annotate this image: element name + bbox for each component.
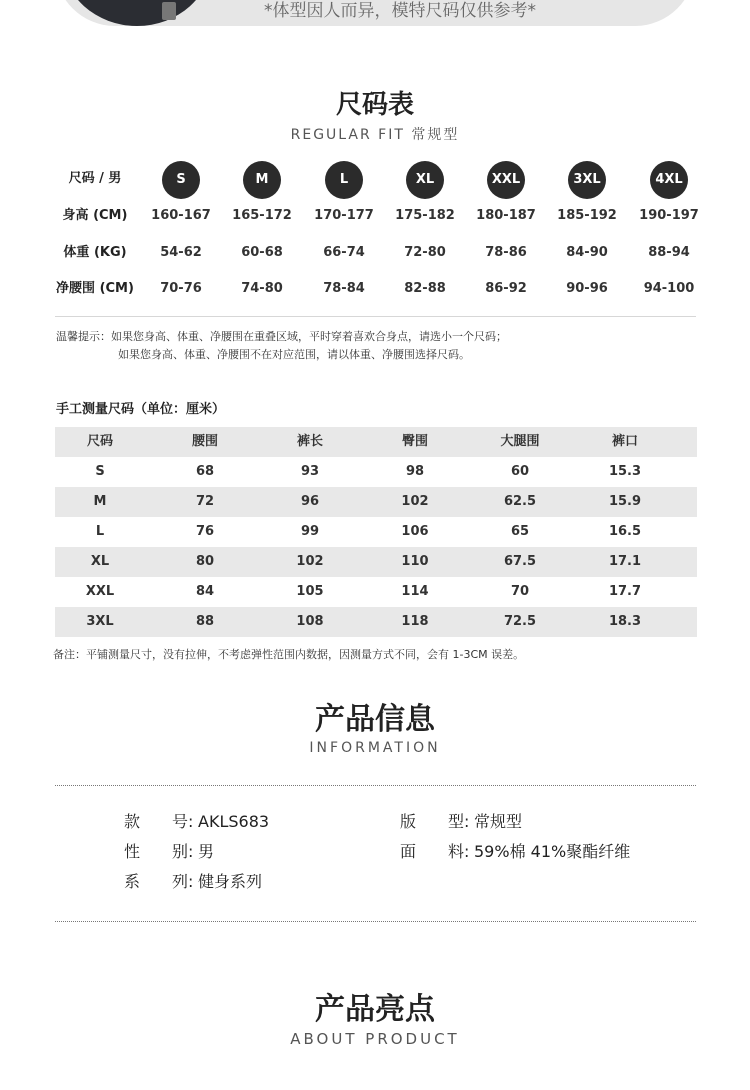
row-m-thigh: 62.5 xyxy=(503,494,537,509)
size-chart-title: 尺码表 xyxy=(335,90,414,120)
info-series-key: 系 列: xyxy=(124,872,194,891)
waist-4xl: 94-100 xyxy=(643,281,695,296)
row-xl-hem: 17.1 xyxy=(608,554,642,569)
row-3xl-size: 3XL xyxy=(86,614,114,629)
size-tip-line-2: 如果您身高、体重、净腰围不在对应范围，请以体重、净腰围选择尺码。 xyxy=(118,348,470,361)
size-badge-m: M xyxy=(243,161,281,199)
measure-table-header xyxy=(55,427,697,457)
info-material-key: 面 料: xyxy=(400,842,470,861)
size-header-label: 尺码 / 男 xyxy=(68,171,122,186)
row-l-hem: 16.5 xyxy=(608,524,642,539)
waist-row xyxy=(0,271,750,307)
measure-table xyxy=(55,427,697,637)
info-bottom-divider xyxy=(55,921,696,922)
info-fit-key: 版 型: xyxy=(400,812,470,831)
height-4xl: 190-197 xyxy=(639,208,699,223)
row-s-thigh: 60 xyxy=(510,464,530,479)
info-style-value: AKLS683 xyxy=(198,812,270,831)
size-chart-divider xyxy=(55,316,696,317)
height-xl: 175-182 xyxy=(395,208,455,223)
info-material-value: 59%棉 41%聚酯纤维 xyxy=(474,842,631,861)
waist-xl: 82-88 xyxy=(404,281,446,296)
info-gender-key: 性 别: xyxy=(124,842,194,861)
header-length: 裤长 xyxy=(296,434,323,449)
row-3xl-thigh: 72.5 xyxy=(503,614,537,629)
row-xxl-hem: 17.7 xyxy=(608,584,642,599)
waist-m: 74-80 xyxy=(241,281,283,296)
row-m-size: M xyxy=(93,494,107,509)
header-thigh: 大腿围 xyxy=(500,434,540,449)
row-s-length: 93 xyxy=(300,464,320,479)
table-row xyxy=(55,487,697,517)
row-l-waist: 76 xyxy=(195,524,215,539)
height-3xl: 185-192 xyxy=(557,208,617,223)
header-hip: 臀围 xyxy=(401,434,428,449)
info-fit-value: 常规型 xyxy=(474,812,523,831)
info-series xyxy=(124,867,262,897)
row-l-size: L xyxy=(95,524,105,539)
info-fit xyxy=(400,807,522,837)
highlights-subtitle: ABOUT PRODUCT xyxy=(290,1030,460,1048)
row-xxl-waist: 84 xyxy=(195,584,215,599)
header-waist: 腰围 xyxy=(191,434,218,449)
header-hem: 裤口 xyxy=(611,434,638,449)
height-label: 身高 (CM) xyxy=(62,208,128,223)
weight-xl: 72-80 xyxy=(404,245,446,260)
size-badge-xl: XL xyxy=(406,161,444,199)
info-top-divider xyxy=(55,785,696,786)
weight-xxl: 78-86 xyxy=(485,245,527,260)
measure-note: 备注：平铺测量尺寸，没有拉伸，不考虑弹性范围内数据，因测量方式不同，会有 1-3CM 误差。 xyxy=(53,648,525,661)
row-xxl-hip: 114 xyxy=(401,584,429,599)
row-l-length: 99 xyxy=(300,524,320,539)
weight-3xl: 84-90 xyxy=(566,245,608,260)
size-chart-subtitle: REGULAR FIT 常规型 xyxy=(290,127,460,143)
row-s-hip: 98 xyxy=(405,464,425,479)
table-row xyxy=(55,517,697,547)
weight-s: 54-62 xyxy=(160,245,202,260)
height-row xyxy=(0,198,750,234)
weight-label: 体重 (KG) xyxy=(63,245,127,260)
highlights-title: 产品亮点 xyxy=(315,992,435,1027)
size-badge-4xl: 4XL xyxy=(650,161,688,199)
size-badge-l: L xyxy=(325,161,363,199)
row-xl-hip: 110 xyxy=(401,554,429,569)
row-xxl-size: XXL xyxy=(85,584,115,599)
row-xxl-thigh: 70 xyxy=(510,584,530,599)
row-3xl-hip: 118 xyxy=(401,614,429,629)
table-row xyxy=(55,547,697,577)
weight-m: 60-68 xyxy=(241,245,283,260)
product-info-subtitle: INFORMATION xyxy=(309,740,441,756)
row-s-size: S xyxy=(95,464,105,479)
size-tip-line-1: 温馨提示：如果您身高、体重、净腰围在重叠区域，平时穿着喜欢合身点，请选小一个尺码； xyxy=(56,330,507,343)
size-badge-s: S xyxy=(162,161,200,199)
weight-row xyxy=(0,235,750,271)
table-row xyxy=(55,457,697,487)
height-s: 160-167 xyxy=(151,208,211,223)
info-style-number xyxy=(124,807,269,837)
row-s-waist: 68 xyxy=(195,464,215,479)
info-material xyxy=(400,837,630,867)
info-gender xyxy=(124,837,214,867)
row-xl-thigh: 67.5 xyxy=(503,554,537,569)
row-s-hem: 15.3 xyxy=(608,464,642,479)
row-xl-length: 102 xyxy=(296,554,324,569)
row-3xl-length: 108 xyxy=(296,614,324,629)
height-l: 170-177 xyxy=(314,208,374,223)
height-m: 165-172 xyxy=(232,208,292,223)
table-row xyxy=(55,607,697,637)
info-gender-value: 男 xyxy=(198,842,215,861)
measure-table-title: 手工测量尺码（单位：厘米） xyxy=(56,402,226,417)
size-badge-xxl: XXL xyxy=(487,161,525,199)
pants-tag xyxy=(162,2,176,20)
waist-label: 净腰围 (CM) xyxy=(56,281,134,296)
row-xxl-length: 105 xyxy=(296,584,324,599)
row-m-hem: 15.9 xyxy=(608,494,642,509)
table-row xyxy=(55,577,697,607)
product-info-title: 产品信息 xyxy=(315,702,435,737)
waist-xxl: 86-92 xyxy=(485,281,527,296)
row-3xl-hem: 18.3 xyxy=(608,614,642,629)
header-size: 尺码 xyxy=(86,434,113,449)
height-xxl: 180-187 xyxy=(476,208,536,223)
weight-l: 66-74 xyxy=(323,245,365,260)
model-size-note: *体型因人而异，模特尺码仅供参考* xyxy=(264,1,536,21)
weight-4xl: 88-94 xyxy=(648,245,690,260)
row-m-hip: 102 xyxy=(401,494,429,509)
row-xl-waist: 80 xyxy=(195,554,215,569)
waist-l: 78-84 xyxy=(323,281,365,296)
size-header-row xyxy=(0,161,750,197)
info-series-value: 健身系列 xyxy=(198,872,263,891)
row-3xl-waist: 88 xyxy=(195,614,215,629)
row-xl-size: XL xyxy=(90,554,110,569)
size-badge-3xl: 3XL xyxy=(568,161,606,199)
row-m-waist: 72 xyxy=(195,494,215,509)
info-style-key: 款 号: xyxy=(124,812,194,831)
row-m-length: 96 xyxy=(300,494,320,509)
row-l-thigh: 65 xyxy=(510,524,530,539)
waist-3xl: 90-96 xyxy=(566,281,608,296)
row-l-hip: 106 xyxy=(401,524,429,539)
waist-s: 70-76 xyxy=(160,281,202,296)
